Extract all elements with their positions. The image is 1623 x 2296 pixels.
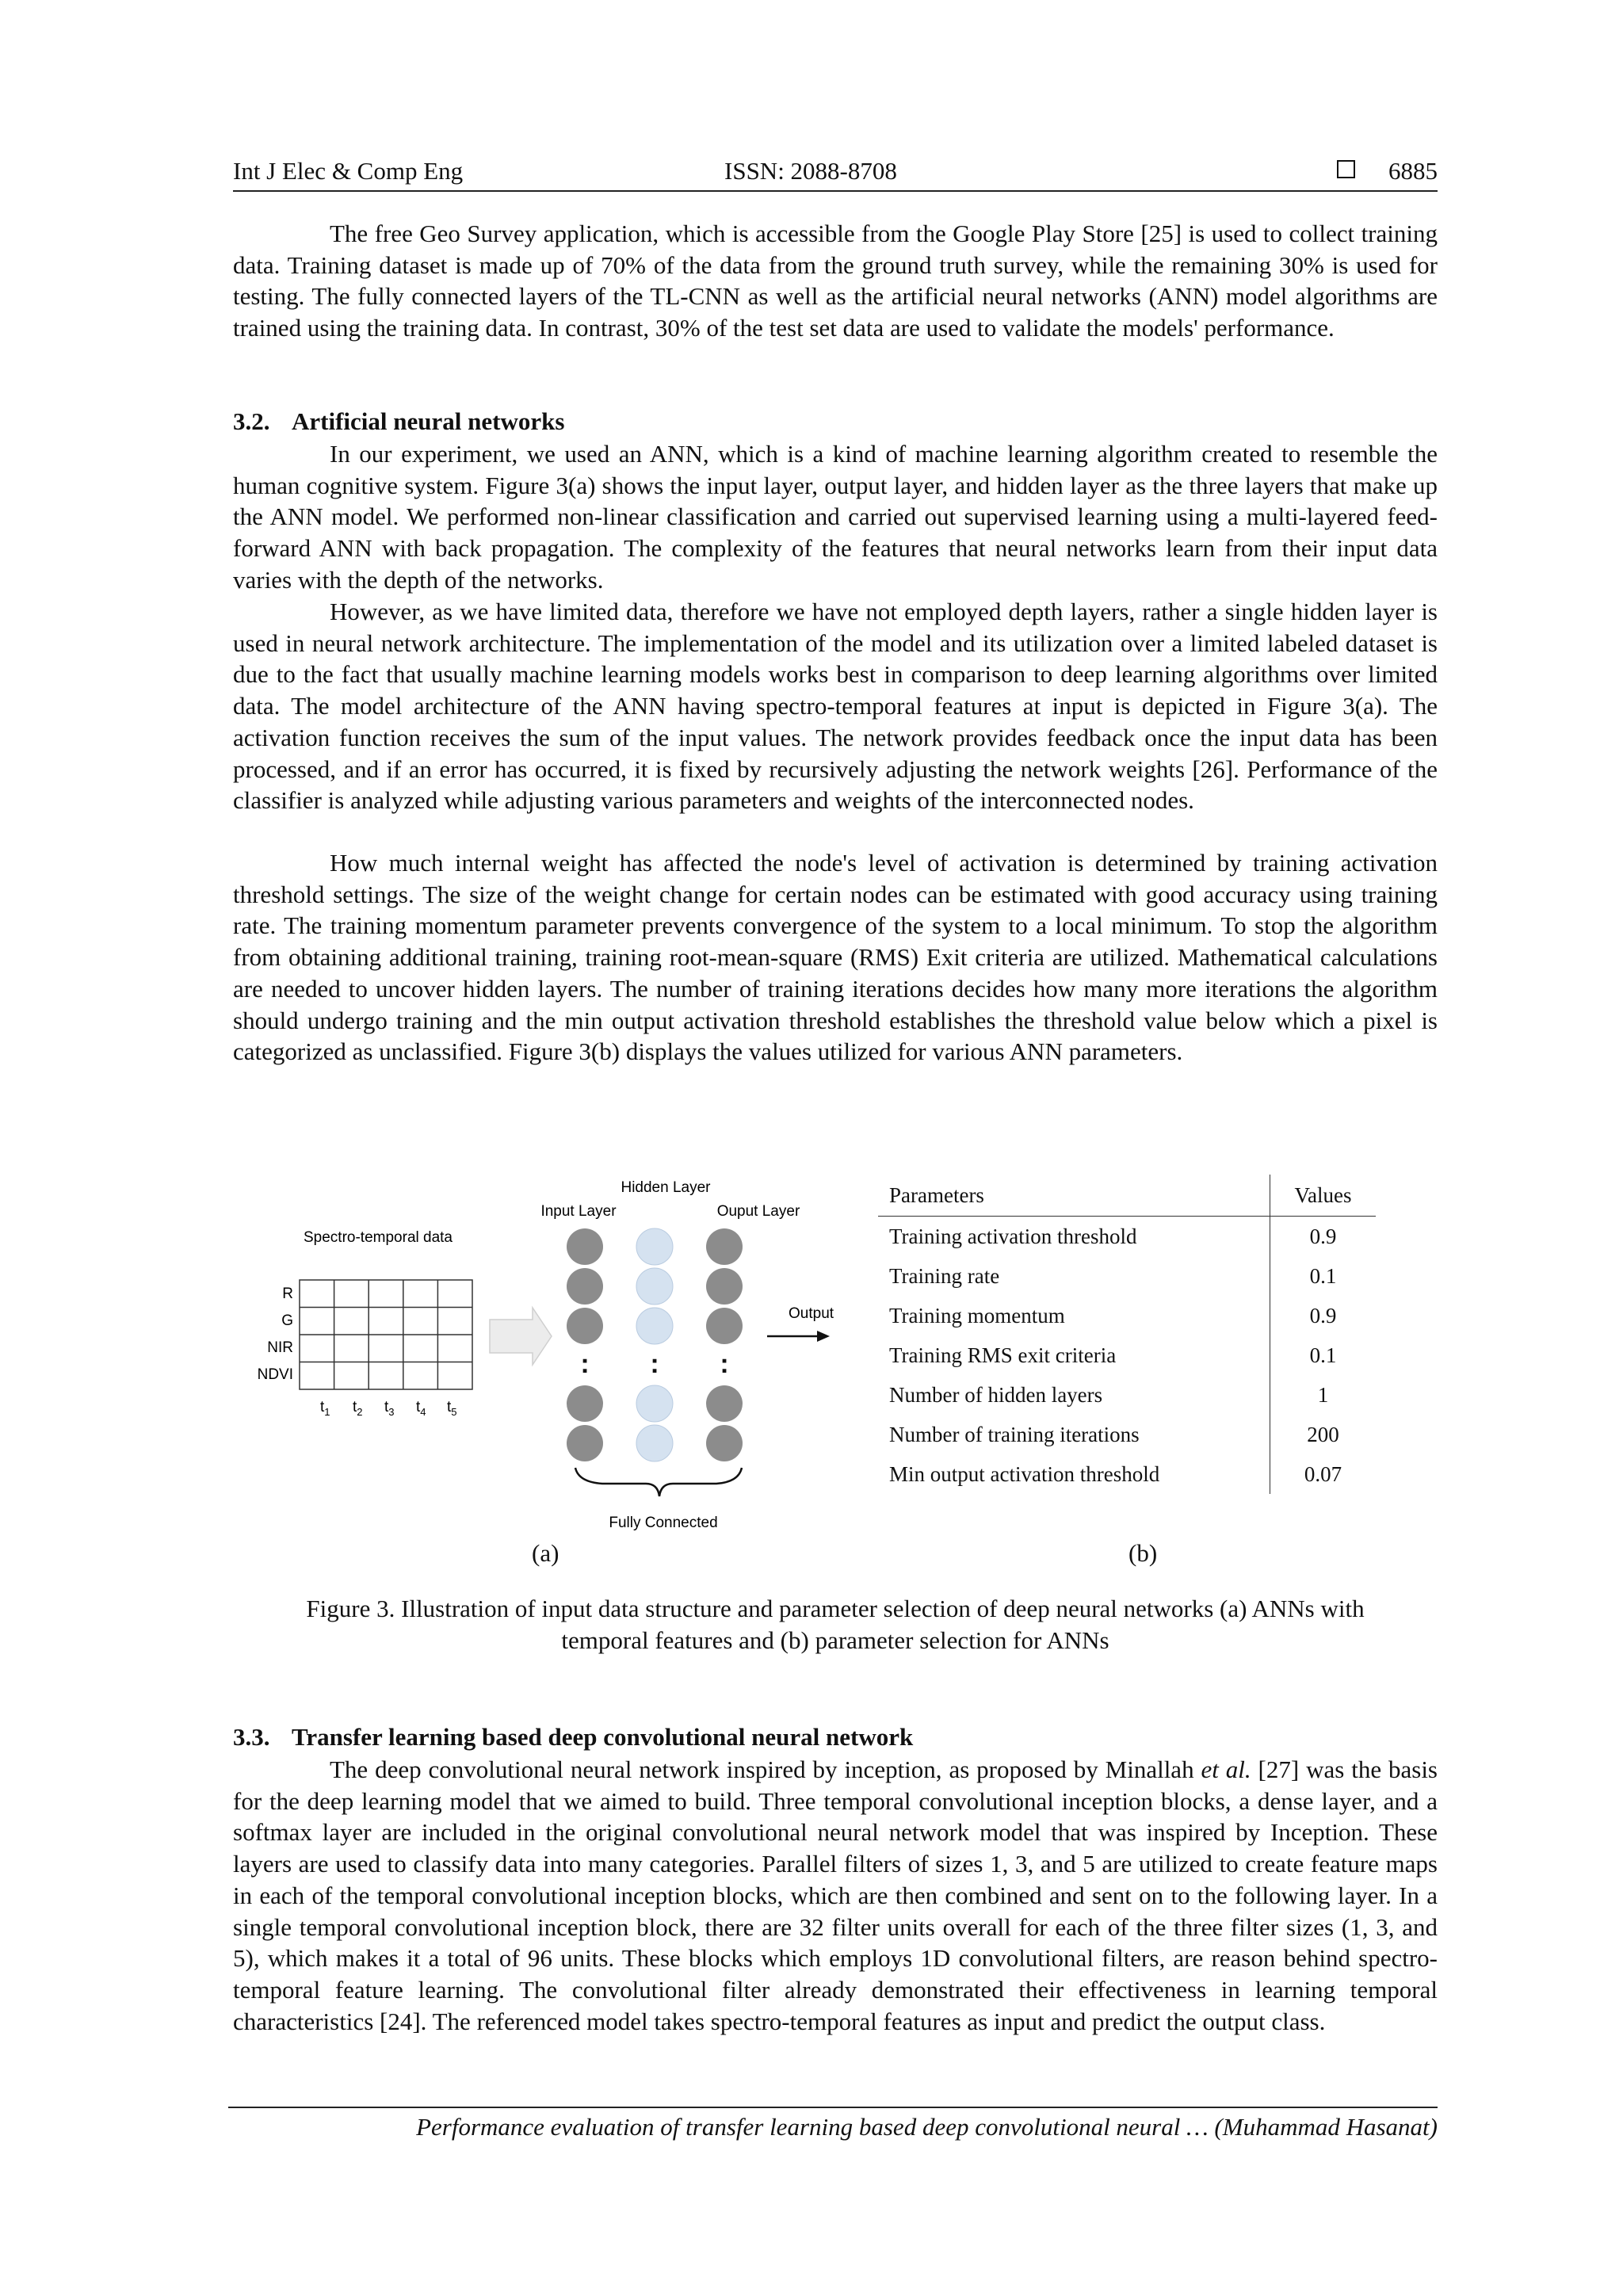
input-layer-nodes: [567, 1228, 603, 1461]
time-label-t3: $t_3$: [384, 1399, 395, 1418]
hidden-node: [636, 1385, 673, 1422]
page-number: 6885: [1388, 157, 1438, 185]
input-node: [567, 1308, 603, 1344]
column-header-values: Values: [1270, 1175, 1377, 1217]
table-row: [878, 1335, 1376, 1375]
output-node: [706, 1425, 743, 1461]
table-row: [878, 1454, 1376, 1494]
input-ellipsis: :: [580, 1349, 590, 1379]
output-node: [706, 1268, 743, 1305]
time-label-t2: $t_2$: [353, 1399, 363, 1418]
time-label-t5: $t_5$: [447, 1399, 457, 1418]
input-node: [567, 1385, 603, 1422]
table-row: [878, 1375, 1376, 1415]
parameter-name: Number of training iterations: [889, 1422, 1140, 1446]
table-row: [878, 1415, 1376, 1454]
output-ellipsis: :: [720, 1349, 729, 1379]
hidden-node: [636, 1425, 673, 1461]
footer-rule: [228, 2107, 1438, 2108]
table-row: [878, 1217, 1376, 1257]
parameter-value: 1: [1270, 1375, 1377, 1415]
table-row: [878, 1256, 1376, 1296]
parameter-name: Training momentum: [889, 1303, 1065, 1328]
header-rule: [233, 190, 1438, 192]
time-label-t4: $t_4$: [416, 1399, 426, 1418]
journal-name: Int J Elec & Comp Eng: [233, 157, 464, 185]
parameter-name: Training activation threshold: [889, 1224, 1137, 1248]
output-node: [706, 1308, 743, 1344]
paragraph-ann-1: In our experiment, we used an ANN, which is a kind of machine learning algorithm created to resemble the human cognitive system. Figure 3(a) shows the input layer, output layer, and hidden layer as the three layers that make up the ANN model. We performed non-linear classification and carried out supervised learning using a multi-layered feed-forward ANN with back propagation. The complexity of the features that neural networks learn from their input data varies with the depth of the networks.: [233, 440, 1438, 594]
row-label-nir: NIR: [267, 1339, 293, 1356]
section-number: 3.2.: [233, 407, 270, 435]
hidden-node: [636, 1228, 673, 1265]
ann-architecture-diagram: [238, 1157, 872, 1538]
parameter-value: 0.9: [1270, 1217, 1377, 1257]
parameter-name: Min output activation threshold: [889, 1461, 1160, 1486]
section-title: Artificial neural networks: [292, 407, 565, 435]
hidden-node: [636, 1268, 673, 1305]
parameter-table: [878, 1175, 1376, 1494]
spectro-temporal-grid: [300, 1280, 472, 1389]
parameter-name: Training rate: [889, 1263, 1000, 1288]
input-layer-label: Input Layer: [540, 1203, 617, 1220]
paragraph-tl-cnn: [233, 1754, 1438, 2037]
section-title: Transfer learning based deep convolutional neural network: [292, 1723, 914, 1751]
page-number-group: [1337, 157, 1438, 185]
output-arrow-icon: [767, 1331, 830, 1342]
section-number: 3.3.: [233, 1723, 270, 1751]
hidden-layer-nodes: [636, 1228, 673, 1461]
issn: ISSN: 2088-8708: [724, 157, 897, 185]
spectro-temporal-label: Spectro-temporal data: [304, 1229, 453, 1246]
running-footer: Performance evaluation of transfer learning based deep convolutional neural … (Muhammad Hasanat): [416, 2113, 1438, 2141]
input-arrow-icon: [490, 1308, 552, 1365]
parameter-name: Training RMS exit criteria: [889, 1343, 1117, 1367]
parameter-value: 0.1: [1270, 1256, 1377, 1296]
parameter-value: 0.1: [1270, 1335, 1377, 1375]
paragraph-intro: The free Geo Survey application, which is accessible from the Google Play Store [25] is used to collect training data. Training dataset is made up of 70% of the data from the ground truth survey, while the remaining 30% is used for testing. The fully connected layers of the TL-CNN as well as the artificial neural networks (ANN) model algorithms are trained using the training data. In contrast, 30% of the test set data are used to validate the models' performance.: [233, 220, 1438, 342]
table-row: [878, 1296, 1376, 1335]
input-node: [567, 1425, 603, 1461]
parameter-value: 0.07: [1270, 1454, 1377, 1494]
paragraph-text: [27] was the basis for the deep learning model that we aimed to build. Three temporal convolutional inception blocks, a dense layer, and a softmax layer are included in the original convolutional neural network model that was inspired by Inception. These layers are used to classify data into many categories. Parallel filters of sizes 1, 3, and 5 are utilized to create feature maps in each of the temporal convolutional inception blocks, which are then combined and sent on to the following layer. In a single temporal convolutional inception block, there are 32 filter units overall for each of the three filter sizes (1, 3, and 5), which makes it a total of 96 units. These blocks which employs 1D convolutional filters, are reason behind spectro-temporal feature learning. The convolutional filter already demonstrated their effectiveness in learning temporal characteristics [24]. The referenced model takes spectro-temporal features as input and predict the output class.: [233, 1755, 1438, 2035]
input-node: [567, 1228, 603, 1265]
output-label: Output: [789, 1305, 834, 1322]
hidden-node: [636, 1308, 673, 1344]
fully-connected-label: Fully Connected: [609, 1515, 718, 1531]
row-label-g: G: [281, 1312, 293, 1329]
column-header-parameters: Parameters: [878, 1175, 1270, 1217]
parameter-value: 0.9: [1270, 1296, 1377, 1335]
output-layer-nodes: [706, 1228, 743, 1461]
row-label-ndvi: NDVI: [257, 1366, 293, 1383]
parameter-value: 200: [1270, 1415, 1377, 1454]
caption-line-1: Figure 3. Illustration of input data structure and parameter selection of deep neural networks (a) ANNs with: [306, 1595, 1365, 1622]
table-header-row: [878, 1175, 1376, 1217]
paragraph-text: The deep convolutional neural network inspired by inception, as proposed by Minallah: [330, 1755, 1201, 1783]
subfigure-label-a: (a): [532, 1539, 559, 1567]
paragraph-ann-3: How much internal weight has affected the node's level of activation is determined by training activation threshold settings. The size of the weight change for certain nodes can be estimated with good accuracy using training rate. The training momentum parameter prevents convergence of the system to a local minimum. To stop the algorithm from obtaining additional training, training root-mean-square (RMS) Exit criteria are utilized. Mathematical calculations are needed to uncover hidden layers. The number of training iterations decides how many more iterations the algorithm should undergo training and the min output activation threshold establishes the threshold value below which a pixel is categorized as unclassified. Figure 3(b) displays the values utilized for various ANN parameters.: [233, 849, 1438, 1066]
section-heading-3-3: [233, 1723, 913, 1752]
subfigure-label-b: (b): [1128, 1539, 1158, 1567]
time-label-t1: $t_1$: [320, 1399, 330, 1418]
paragraph-ann-2: However, as we have limited data, therefore we have not employed depth layers, rather a single hidden layer is used in neural network architecture. The implementation of the model and its utilization over a limited labeled dataset is due to the fact that usually machine learning models works best in comparison to deep learning algorithms over limited data. The model architecture of the ANN having spectro-temporal features at input is depicted in Figure 3(a). The activation function receives the sum of the input values. The network provides feedback once the input data has been processed, and if an error has occurred, it is fixed by recursively adjusting the network weights [26]. Performance of the classifier is analyzed while adjusting various parameters and weights of the interconnected nodes.: [233, 598, 1438, 815]
running-header: [233, 155, 1438, 190]
section-heading-3-2: [233, 407, 564, 436]
hidden-ellipsis: :: [650, 1349, 659, 1379]
hidden-layer-label: Hidden Layer: [621, 1179, 711, 1196]
parameter-name: Number of hidden layers: [889, 1382, 1103, 1407]
row-label-r: R: [282, 1286, 293, 1302]
et-al-italic: et al.: [1201, 1755, 1251, 1783]
square-icon: [1337, 160, 1355, 178]
figure-caption: [233, 1593, 1438, 1656]
input-node: [567, 1268, 603, 1305]
output-layer-label: Ouput Layer: [716, 1203, 800, 1220]
output-node: [706, 1385, 743, 1422]
fully-connected-brace: [575, 1468, 742, 1496]
output-node: [706, 1228, 743, 1265]
caption-line-2: temporal features and (b) parameter selection for ANNs: [561, 1626, 1109, 1654]
